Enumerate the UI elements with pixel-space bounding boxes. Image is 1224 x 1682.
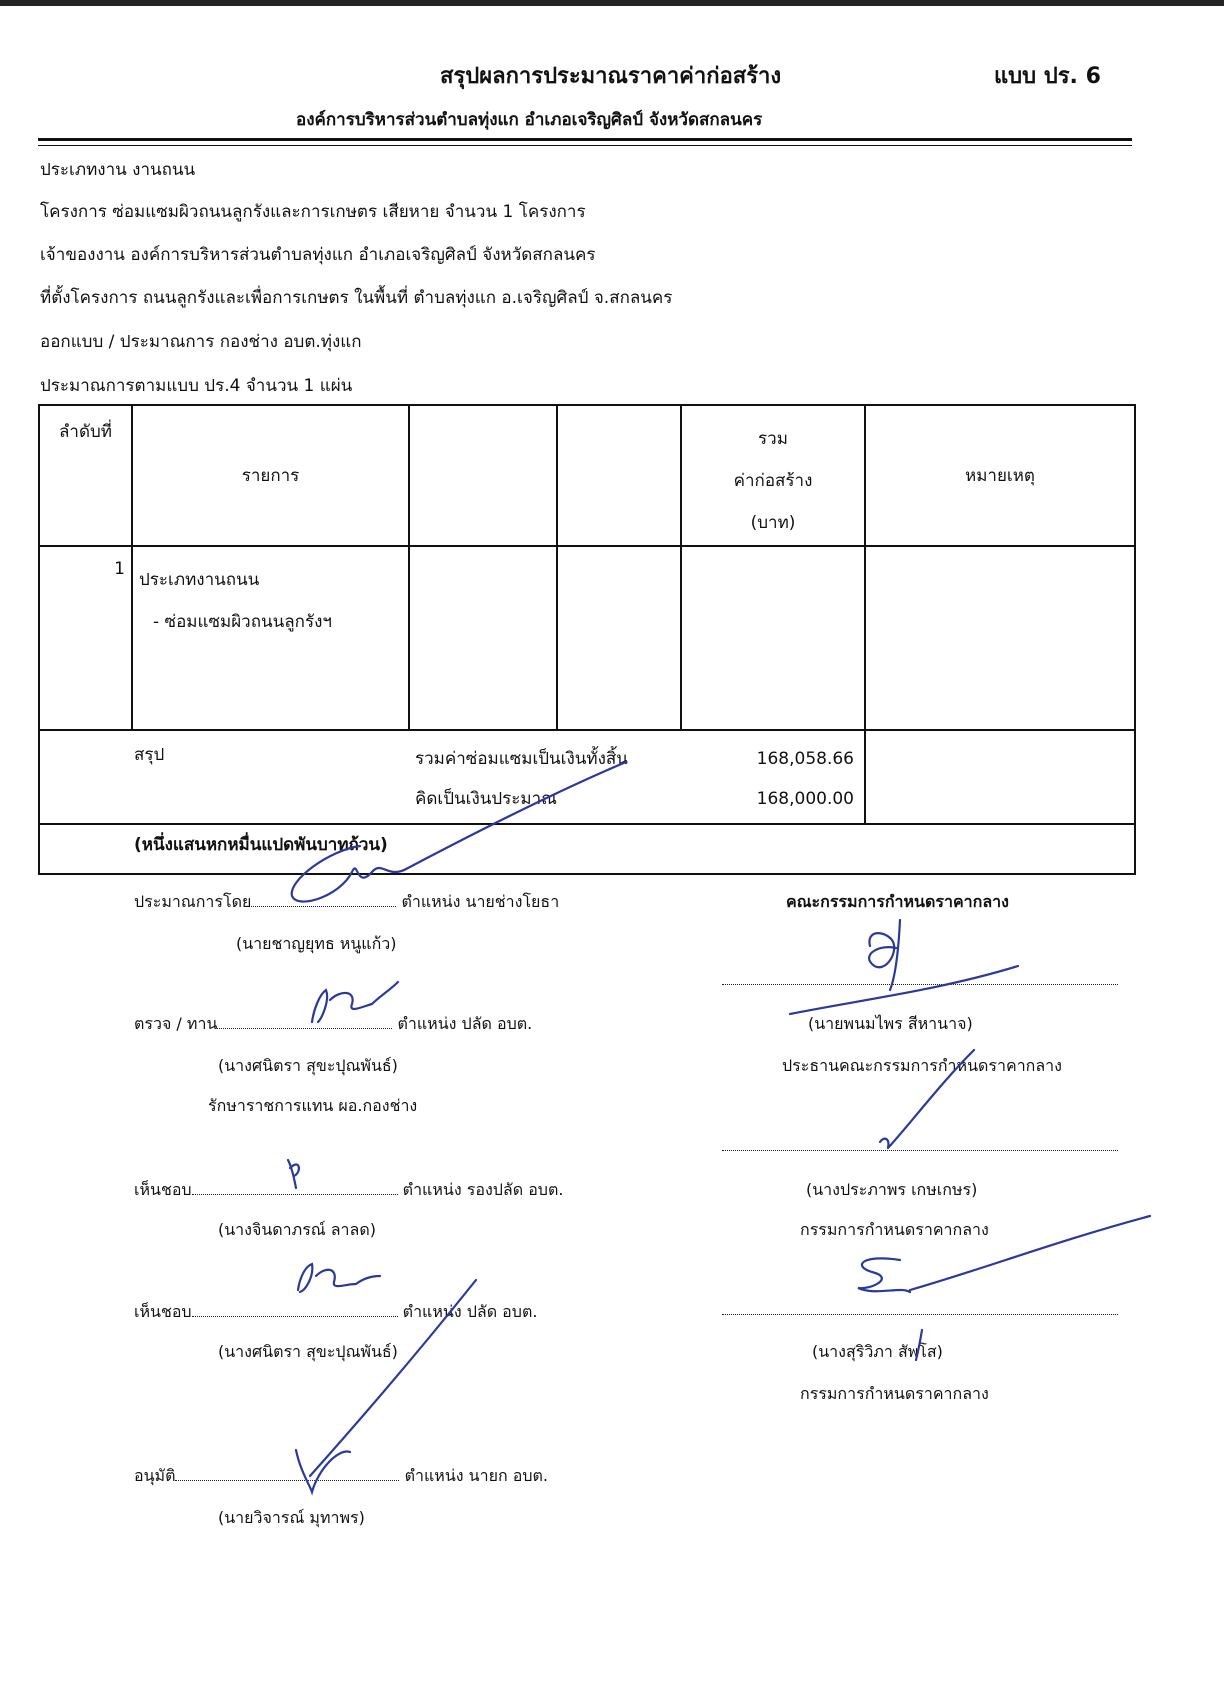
header-rule — [38, 138, 1132, 141]
header-remark: หมายเหตุ — [865, 405, 1135, 546]
checked-position: ตำแหน่ง ปลัด อบต. — [397, 1014, 533, 1033]
work-type: ประเภทงาน งานถนน — [40, 160, 196, 180]
committee-title: คณะกรรมการกำหนดราคากลาง — [786, 892, 1009, 911]
table-header-row — [39, 405, 1135, 546]
checked-name: (นางศนิตรา สุขะปุณพันธ์) — [218, 1056, 398, 1075]
designer-line: ออกแบบ / ประมาณการ กองช่าง อบต.ทุ่งแก — [40, 332, 362, 352]
header-total-line2: ค่าก่อสร้าง — [733, 471, 813, 491]
signature-dots — [722, 1136, 1118, 1151]
signature-dots — [192, 1302, 398, 1317]
checked-label: ตรวจ / ทาน — [134, 1014, 218, 1033]
approve1-label: เห็นชอบ — [134, 1180, 192, 1199]
document-title: สรุปผลการประมาณราคาค่าก่อสร้าง — [440, 64, 782, 89]
header-item: รายการ — [132, 405, 409, 546]
committee-m2-role: กรรมการกำหนดราคากลาง — [800, 1220, 989, 1239]
committee-dots-3 — [722, 1300, 1118, 1319]
committee-m1-name: (นายพนมไพร สีหานาจ) — [808, 1014, 973, 1033]
project-line: โครงการ ซ่อมแซมผิวถนนลูกรังและการเกษตร เสียหาย จำนวน 1 โครงการ — [40, 202, 586, 222]
committee-dots-1 — [722, 970, 1118, 989]
committee-dots-2 — [722, 1136, 1118, 1155]
committee-m3-role: กรรมการกำหนดราคากลาง — [800, 1384, 989, 1403]
signature-dots — [192, 1180, 398, 1195]
row-item: ประเภทงานถนน — [139, 570, 260, 590]
total-line — [415, 739, 854, 779]
header-blank-1 — [409, 405, 557, 546]
signature-dots — [722, 1300, 1118, 1315]
final-name: (นายวิจารณ์ มุทาพร) — [218, 1508, 365, 1527]
signature-committee-1 — [790, 920, 1018, 1014]
final-position: ตำแหน่ง นายก อบต. — [404, 1466, 548, 1485]
location-line: ที่ตั้งโครงการ ถนนลูกรังและเพื่อการเกษตร ในพื้นที่ ตำบลทุ่งแก อ.เจริญศิลป์ จ.สกลนคร — [40, 288, 673, 308]
table-row — [39, 546, 1135, 730]
signature-dots — [722, 970, 1118, 985]
header-total-line1: รวม — [758, 429, 788, 449]
row-number: 1 — [39, 546, 132, 730]
header-blank-2 — [557, 405, 681, 546]
approve2-name: (นางศนิตรา สุขะปุณพันธ์) — [218, 1342, 398, 1361]
estimate-table — [38, 404, 1136, 875]
sign-estimated-line — [134, 890, 559, 915]
estimated-by-position: ตำแหน่ง นายช่างโยธา — [401, 892, 560, 911]
row-blank-1 — [409, 546, 557, 730]
header-total — [681, 405, 865, 546]
approve2-label: เห็นชอบ — [134, 1302, 192, 1321]
owner-line: เจ้าของงาน องค์การบริหารส่วนตำบลทุ่งแก อำเภอเจริญศิลป์ จังหวัดสกลนคร — [40, 245, 596, 265]
total-value: 168,058.66 — [756, 749, 854, 769]
summary-row — [39, 730, 1135, 824]
header-total-line3: (บาท) — [750, 513, 796, 533]
sign-final-line — [134, 1464, 548, 1489]
committee-m3-name: (นางสุริวิภา สัพโส) — [812, 1342, 943, 1361]
approx-value: 168,000.00 — [756, 789, 854, 809]
sign-checked-line — [134, 1012, 532, 1037]
row-blank-2 — [557, 546, 681, 730]
amount-words: (หนึ่งแสนหกหมื่นแปดพันบาทถ้วน) — [39, 824, 1135, 874]
signature-approver-2 — [298, 1264, 380, 1292]
signature-dots — [217, 1014, 392, 1029]
committee-m1-role: ประธานคณะกรรมการกำหนดราคากลาง — [782, 1056, 1062, 1075]
approve1-name: (นางจินดาภรณ์ ลาลด) — [218, 1220, 376, 1239]
estimated-by-name: (นายชาญยุทธ หนูแก้ว) — [236, 934, 397, 953]
approx-line — [415, 779, 854, 819]
signature-dots — [251, 892, 396, 907]
estimated-by-label: ประมาณการโดย — [134, 892, 252, 911]
final-label: อนุมัติ — [134, 1466, 176, 1485]
header-rule-thin — [38, 145, 1132, 146]
row-subitem: - ซ่อมแซมผิวถนนลูกรังฯ — [153, 612, 332, 632]
signature-dots — [175, 1466, 399, 1481]
approve1-position: ตำแหน่ง รองปลัด อบต. — [402, 1180, 564, 1199]
approve2-position: ตำแหน่ง ปลัด อบต. — [402, 1302, 538, 1321]
row-total — [681, 546, 865, 730]
estimate-reference: ประมาณการตามแบบ ปร.4 จำนวน 1 แผ่น — [40, 376, 353, 396]
approx-label: คิดเป็นเงินประมาณ — [415, 789, 557, 809]
checked-note: รักษาราชการแทน ผอ.กองช่าง — [208, 1096, 418, 1115]
form-code: แบบ ปร. 6 — [994, 64, 1101, 89]
summary-remark — [865, 730, 1135, 824]
sign-approve1-line — [134, 1178, 563, 1203]
total-label: รวมค่าซ่อมแซมเป็นเงินทั้งสิ้น — [415, 749, 628, 769]
summary-values — [409, 730, 865, 824]
organization-line: องค์การบริหารส่วนตำบลทุ่งแก อำเภอเจริญศิลป์ จังหวัดสกลนคร — [296, 110, 763, 130]
row-item-cell — [132, 546, 409, 730]
scan-top-edge — [0, 0, 1224, 6]
row-remark — [865, 546, 1135, 730]
committee-m2-name: (นางประภาพร เกษเกษร) — [806, 1180, 978, 1199]
summary-label: สรุป — [39, 730, 409, 824]
header-no: ลำดับที่ — [39, 405, 132, 546]
sign-approve2-line — [134, 1300, 537, 1325]
amount-words-row — [39, 824, 1135, 874]
